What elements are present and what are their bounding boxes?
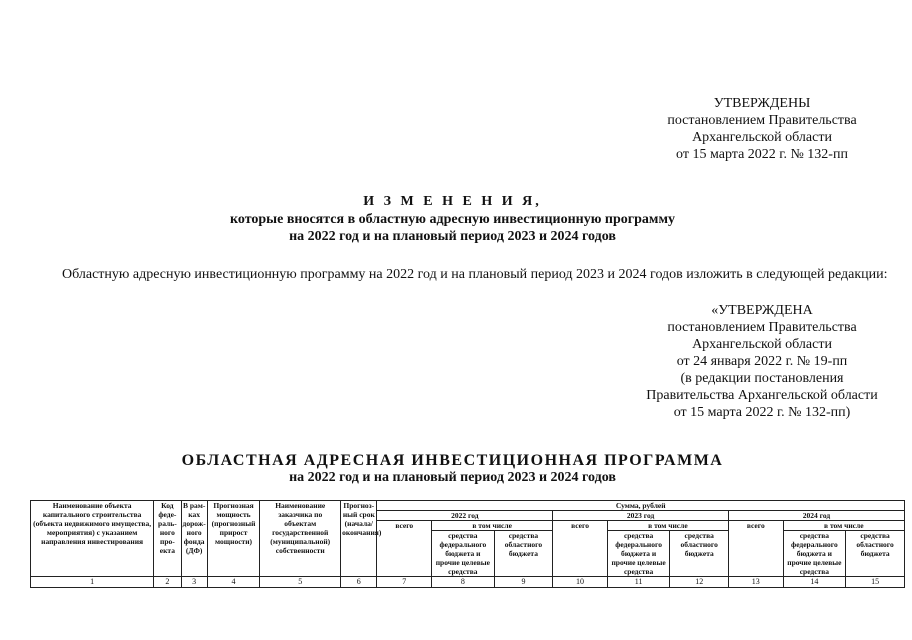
header-year: 2024 год — [729, 511, 905, 521]
header-code: Код феде-раль-ного про-екта — [154, 501, 181, 577]
original-stamp-line: от 15 марта 2022 г. № 132-пп) — [673, 405, 851, 420]
header-including: в том числе — [783, 521, 904, 531]
header-total: всего — [553, 521, 608, 577]
column-number: 2 — [154, 577, 181, 588]
original-stamp-line: постановлением Правительства — [667, 320, 857, 335]
program-title: ОБЛАСТНАЯ АДРЕСНАЯ ИНВЕСТИЦИОННАЯ ПРОГРАММА — [181, 452, 724, 469]
header-name: Наименование объекта капитального строительства (объекта недвижимого имущества, мероприятия) с указанием направления инвестирования — [31, 501, 154, 577]
header-year: 2023 год — [553, 511, 729, 521]
column-number-row — [31, 577, 905, 588]
column-number: 7 — [377, 577, 432, 588]
changes-subtitle: которые вносятся в областную адресную инвестиционную программу — [230, 212, 675, 227]
approval-stamp-line: постановлением Правительства — [667, 113, 857, 128]
column-number: 10 — [553, 577, 608, 588]
header-term: Прогноз-ный срок (начала/окончания) — [341, 501, 377, 577]
changes-subtitle: на 2022 год и на плановый период 2023 и 2024 годов — [289, 229, 616, 244]
original-approval-stamp — [612, 302, 912, 421]
header-year: 2022 год — [377, 511, 553, 521]
approval-stamp-line: от 15 марта 2022 г. № 132-пп — [676, 147, 848, 162]
column-number: 15 — [846, 577, 905, 588]
header-including: в том числе — [432, 521, 553, 531]
original-stamp-line: от 24 января 2022 г. № 19-пп — [676, 354, 848, 369]
original-stamp-line: «УТВЕРЖДЕНА — [711, 303, 813, 318]
original-stamp-line: (в редакции постановления — [680, 371, 844, 386]
column-number: 5 — [260, 577, 341, 588]
header-customer: Наименование заказчика по объектам государственной (муниципальной) собственности — [260, 501, 341, 577]
column-number: 14 — [783, 577, 846, 588]
changes-heading: И З М Е Н Е Н И Я, — [363, 194, 542, 209]
header-federal: средства федерального бюджета и прочие целевые средства — [607, 531, 670, 577]
header-capacity: Прогнозная мощность (прогнозный прирост мощности) — [207, 501, 260, 577]
column-number: 1 — [31, 577, 154, 588]
approval-stamp-line: УТВЕРЖДЕНЫ — [713, 96, 811, 111]
header-total: всего — [377, 521, 432, 577]
body-paragraph: Областную адресную инвестиционную программу на 2022 год и на плановый период 2023 и 2024 годов изложить в следующей редакции: — [62, 267, 888, 282]
column-number: 3 — [181, 577, 207, 588]
header-total: всего — [729, 521, 784, 577]
header-including: в том числе — [607, 521, 728, 531]
program-period: на 2022 год и на плановый период 2023 и 2024 годов — [289, 470, 616, 485]
approval-stamp-line: Архангельской области — [692, 130, 832, 145]
table-header-row — [31, 501, 905, 511]
column-number: 13 — [729, 577, 784, 588]
header-road-fund: В рам-ках дорож-ного фонда (ДФ) — [181, 501, 207, 577]
header-regional: средства областного бюджета — [846, 531, 905, 577]
original-stamp-line: Архангельской области — [692, 337, 832, 352]
header-regional: средства областного бюджета — [670, 531, 729, 577]
column-number: 11 — [607, 577, 670, 588]
header-federal: средства федерального бюджета и прочие целевые средства — [432, 531, 495, 577]
column-number: 4 — [207, 577, 260, 588]
program-table — [30, 500, 905, 588]
header-federal: средства федерального бюджета и прочие целевые средства — [783, 531, 846, 577]
column-number: 6 — [341, 577, 377, 588]
approval-stamp — [612, 95, 912, 163]
header-sum: Сумма, рублей — [377, 501, 905, 511]
column-number: 8 — [432, 577, 495, 588]
original-stamp-line: Правительства Архангельской области — [646, 388, 878, 403]
header-regional: средства областного бюджета — [494, 531, 553, 577]
column-number: 12 — [670, 577, 729, 588]
column-number: 9 — [494, 577, 553, 588]
